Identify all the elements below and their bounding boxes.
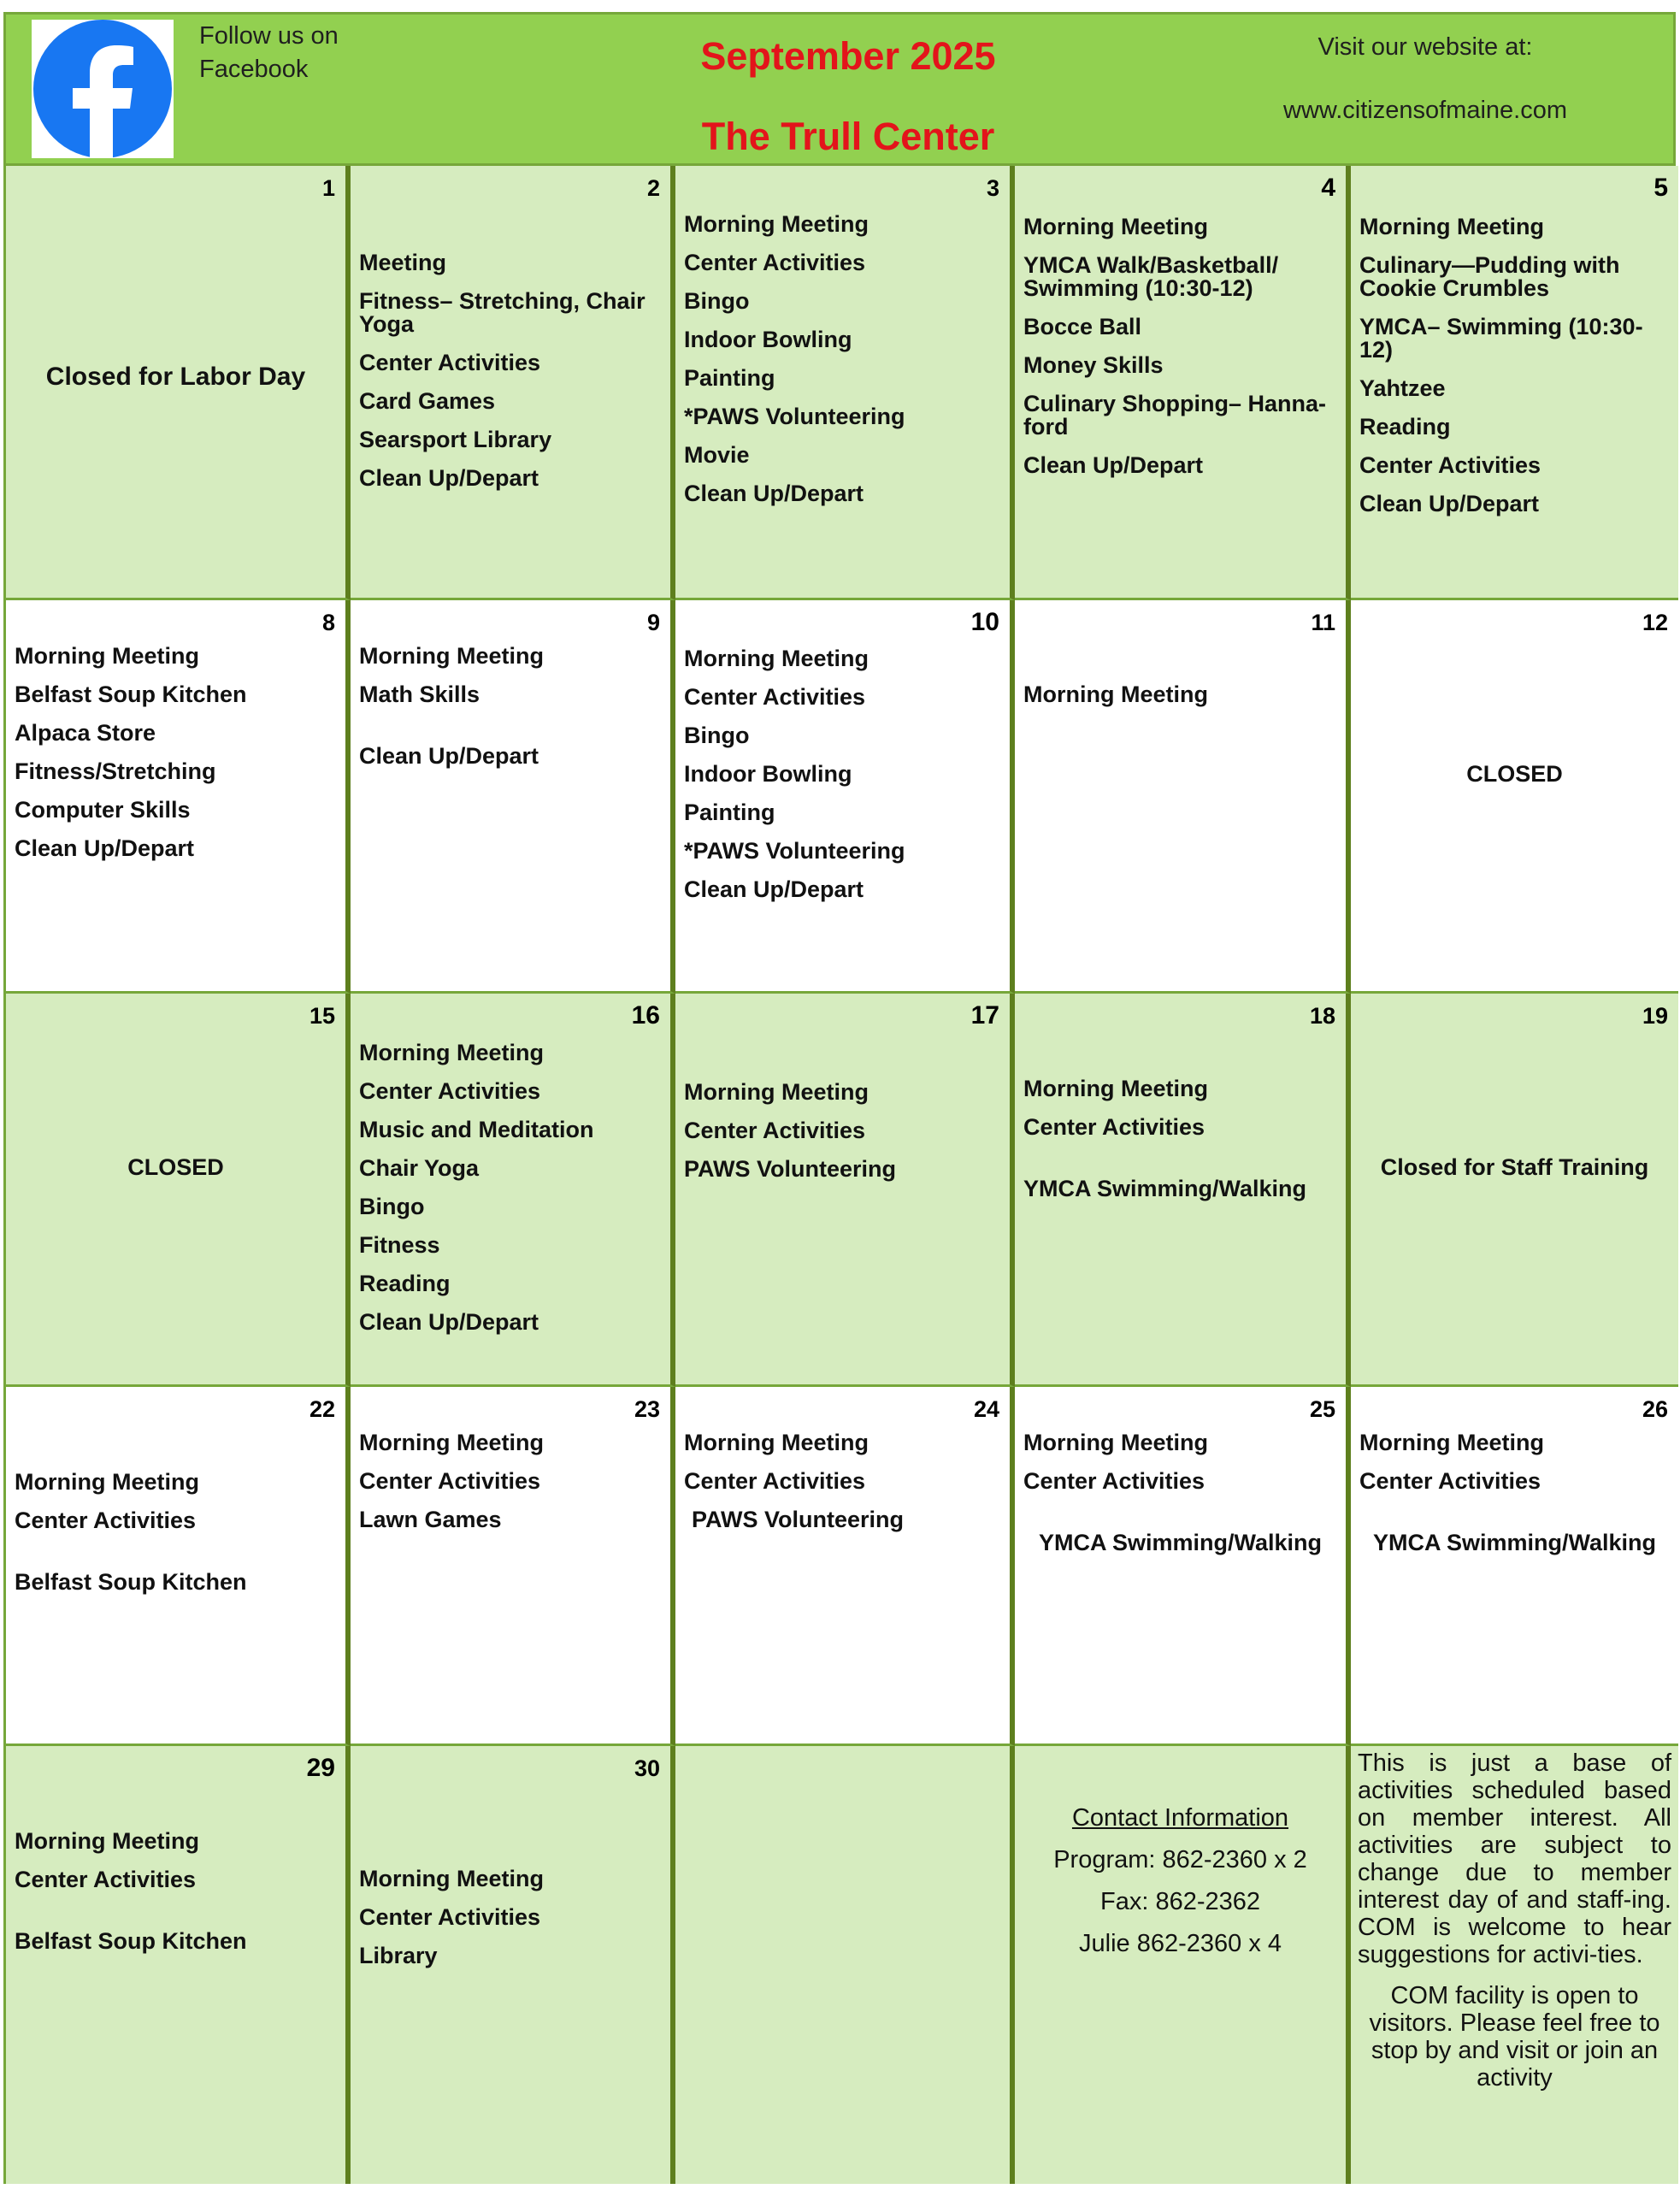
activity-item: Clean Up/Depart xyxy=(359,1309,539,1335)
contact-fax: Fax: 862-2362 xyxy=(1099,1888,1260,1915)
activity-item: Clean Up/Depart xyxy=(15,835,195,861)
day-cell-11 xyxy=(1015,600,1351,994)
day-cell-17 xyxy=(675,994,1015,1387)
activity-item: Chair Yoga xyxy=(359,1155,480,1181)
activity-item: YMCA Swimming/Walking xyxy=(1038,1530,1322,1555)
activity-list xyxy=(15,1471,337,1609)
activity-item: Center Activities xyxy=(359,1078,541,1104)
day-cell-3 xyxy=(675,166,1015,600)
activity-item: Meeting xyxy=(359,250,447,275)
activity-item: Morning Meeting xyxy=(359,1866,544,1891)
day-number: 25 xyxy=(1309,1396,1335,1422)
activity-list xyxy=(1023,1431,1337,1570)
activity-list xyxy=(15,645,337,876)
day-cell-12 xyxy=(1351,600,1678,994)
day-number: 3 xyxy=(986,175,999,201)
activity-item: Reading xyxy=(359,1271,451,1296)
day-number: 30 xyxy=(634,1755,660,1781)
schedule-note: This is just a base of activities scheduled based on member interest. All activities are subject to change due to member interest day of and staff-ing. COM is welcome to hear suggestions for activi-ties. xyxy=(1358,1749,1671,1968)
activity-item: Center Activities xyxy=(684,250,866,275)
day-number: 19 xyxy=(1642,1003,1668,1029)
activity-item: Clean Up/Depart xyxy=(684,876,864,902)
activity-item: Morning Meeting xyxy=(684,1079,869,1105)
activity-item: Card Games xyxy=(359,388,496,414)
activity-item: Indoor Bowling xyxy=(684,327,852,352)
activity-item: Clean Up/Depart xyxy=(1359,491,1540,516)
activity-item: Center Activities xyxy=(359,1904,541,1930)
notes xyxy=(1358,1749,1671,2092)
activity-item: Center Activities xyxy=(684,1118,866,1143)
day-number: 26 xyxy=(1642,1396,1668,1422)
day-number: 4 xyxy=(1321,174,1335,202)
day-cell-8 xyxy=(6,600,351,994)
day-closed-message: Closed for Labor Day xyxy=(45,363,306,391)
activity-item: Morning Meeting xyxy=(1359,1430,1544,1455)
activity-item: Clean Up/Depart xyxy=(1023,452,1204,478)
activity-item: Center Activities xyxy=(359,1468,541,1494)
activity-item: Morning Meeting xyxy=(684,211,869,237)
activity-item: Clean Up/Depart xyxy=(359,465,539,491)
day-number: 5 xyxy=(1653,174,1668,202)
day-cell-25 xyxy=(1015,1387,1351,1746)
day-cell-30 xyxy=(351,1746,675,2184)
activity-item: Indoor Bowling xyxy=(684,761,852,787)
activity-item: Center Activities xyxy=(684,1468,866,1494)
activity-item: Center Activities xyxy=(359,350,541,375)
activity-item: Bingo xyxy=(684,723,750,748)
day-closed-message: Closed for Staff Training xyxy=(1380,1154,1649,1180)
activity-item: Music and Meditation xyxy=(359,1117,594,1142)
day-cell-24 xyxy=(675,1387,1015,1746)
activity-item: Bingo xyxy=(684,288,750,314)
day-cell-4 xyxy=(1015,166,1351,600)
activity-item: Yahtzee xyxy=(1359,375,1446,401)
activity-item: Morning Meeting xyxy=(684,646,869,671)
activity-item: Morning Meeting xyxy=(15,643,199,669)
activity-item: Center Activities xyxy=(15,1867,197,1892)
day-closed-message: CLOSED xyxy=(1466,761,1563,787)
day-number: 18 xyxy=(1309,1003,1335,1029)
activity-item: Morning Meeting xyxy=(359,1040,544,1065)
contact-info xyxy=(1015,1797,1346,1965)
activity-item: YMCA Swimming/Walking xyxy=(1372,1530,1656,1555)
activity-item: Morning Meeting xyxy=(1359,214,1544,239)
activity-item: YMCA– Swimming (10:30-12) xyxy=(1359,314,1643,363)
day-cell-16 xyxy=(351,994,675,1387)
day-number: 23 xyxy=(634,1396,660,1422)
activity-item: Morning Meeting xyxy=(684,1430,869,1455)
activity-item: Morning Meeting xyxy=(15,1828,199,1854)
visitor-note: COM facility is open to visitors. Please feel free to stop by and visit or join an activity xyxy=(1369,1982,1660,2092)
day-cell-9 xyxy=(351,600,675,994)
contact-info-cell xyxy=(1015,1746,1351,2184)
day-number: 8 xyxy=(321,610,335,635)
activity-item: Center Activities xyxy=(1023,1468,1205,1494)
activity-item: Math Skills xyxy=(359,681,480,707)
day-number: 10 xyxy=(970,608,999,636)
activity-item: Fitness xyxy=(359,1232,440,1258)
activity-item: Belfast Soup Kitchen xyxy=(15,1569,247,1595)
day-cell-5 xyxy=(1351,166,1678,600)
activity-item: Belfast Soup Kitchen xyxy=(15,681,247,707)
facebook-icon[interactable] xyxy=(32,20,174,158)
activity-item: Culinary Shopping– Hanna-ford xyxy=(1023,391,1327,440)
activity-item: Bocce Ball xyxy=(1023,314,1142,339)
empty-day-cell xyxy=(675,1746,1015,2184)
activity-item: Computer Skills xyxy=(15,797,191,823)
day-cell-2 xyxy=(351,166,675,600)
activity-item: Fitness/Stretching xyxy=(15,758,216,784)
activity-item: Morning Meeting xyxy=(1023,1076,1208,1101)
activity-item: Painting xyxy=(684,365,775,391)
activity-item: Fitness– Stretching, Chair Yoga xyxy=(359,288,645,337)
activity-item: Morning Meeting xyxy=(15,1469,199,1495)
activity-item: Alpaca Store xyxy=(15,720,156,746)
contact-julie-phone: Julie 862-2360 x 4 xyxy=(1079,1930,1282,1957)
day-cell-29 xyxy=(6,1746,351,2184)
activity-list xyxy=(684,1081,1001,1196)
day-number: 24 xyxy=(973,1396,999,1422)
activity-item: Center Activities xyxy=(1359,1468,1541,1494)
calendar-header xyxy=(3,12,1676,166)
activity-item: Morning Meeting xyxy=(1023,1430,1208,1455)
day-closed-message: CLOSED xyxy=(127,1154,224,1180)
day-cell-19 xyxy=(1351,994,1678,1387)
activity-list xyxy=(359,645,662,783)
activity-item: Lawn Games xyxy=(359,1507,502,1532)
activity-list xyxy=(684,213,1001,521)
activity-item: Culinary—Pudding with Cookie Crumbles xyxy=(1359,252,1620,301)
day-cell-22 xyxy=(6,1387,351,1746)
follow-facebook-text[interactable]: Follow us on Facebook xyxy=(199,22,339,83)
activity-item: Movie xyxy=(684,442,750,468)
activity-item: Searsport Library xyxy=(359,427,552,452)
activity-list xyxy=(1023,1077,1337,1216)
calendar-grid xyxy=(3,166,1676,2184)
activity-item: Morning Meeting xyxy=(1023,681,1208,707)
activity-item: YMCA Swimming/Walking xyxy=(1023,1176,1307,1201)
day-number: 11 xyxy=(1311,610,1335,635)
activity-list xyxy=(359,1041,662,1349)
activity-list xyxy=(684,647,1001,917)
website-link[interactable]: www.citizensofmaine.com xyxy=(1283,97,1567,124)
center-name-title: The Trull Center xyxy=(701,115,995,158)
notes-cell xyxy=(1351,1746,1678,2184)
activity-list xyxy=(1359,1431,1670,1570)
day-number: 1 xyxy=(321,175,335,201)
activity-item: PAWS Volunteering xyxy=(692,1507,905,1532)
activity-list xyxy=(1023,683,1337,722)
day-cell-1 xyxy=(6,166,351,600)
activity-item: *PAWS Volunteering xyxy=(684,838,905,864)
day-number: 12 xyxy=(1642,610,1668,635)
activity-item: Clean Up/Depart xyxy=(359,743,539,769)
activity-item: Belfast Soup Kitchen xyxy=(15,1928,247,1954)
activity-item: PAWS Volunteering xyxy=(684,1156,897,1182)
activity-list xyxy=(684,1431,1001,1547)
activity-item: Morning Meeting xyxy=(359,1430,544,1455)
activity-item: Painting xyxy=(684,799,775,825)
day-number: 17 xyxy=(970,1001,999,1030)
contact-program-phone: Program: 862-2360 x 2 xyxy=(1053,1846,1307,1873)
activity-item: Center Activities xyxy=(684,684,866,710)
day-number: 16 xyxy=(631,1001,660,1030)
activity-item: YMCA Walk/Basketball/ Swimming (10:30-12) xyxy=(1023,252,1279,301)
day-cell-23 xyxy=(351,1387,675,1746)
day-number: 9 xyxy=(646,610,660,635)
activity-item: Money Skills xyxy=(1023,352,1164,378)
activity-list xyxy=(15,1830,337,1968)
activity-item: *PAWS Volunteering xyxy=(684,404,905,429)
day-number: 22 xyxy=(309,1396,335,1422)
activity-list xyxy=(1359,215,1670,531)
day-cell-26 xyxy=(1351,1387,1678,1746)
day-cell-15 xyxy=(6,994,351,1387)
activity-item: Library xyxy=(359,1943,438,1968)
activity-item: Reading xyxy=(1359,414,1451,440)
activity-item: Center Activities xyxy=(15,1508,197,1533)
website-label: Visit our website at: xyxy=(1317,33,1533,61)
activity-item: Clean Up/Depart xyxy=(684,481,864,506)
month-title: September 2025 xyxy=(700,34,996,78)
activity-item: Morning Meeting xyxy=(1023,214,1208,239)
activity-list xyxy=(359,1867,662,1983)
activity-list xyxy=(1023,215,1337,493)
day-number: 29 xyxy=(306,1754,335,1782)
contact-heading: Contact Information xyxy=(1071,1804,1289,1832)
activity-item: Bingo xyxy=(359,1194,425,1219)
day-number: 15 xyxy=(309,1003,335,1029)
activity-list xyxy=(359,251,662,505)
day-number: 2 xyxy=(646,175,660,201)
activity-item: Center Activities xyxy=(1023,1114,1205,1140)
activity-item: Morning Meeting xyxy=(359,643,544,669)
day-cell-18 xyxy=(1015,994,1351,1387)
activity-list xyxy=(359,1431,662,1547)
day-cell-10 xyxy=(675,600,1015,994)
activity-item: Center Activities xyxy=(1359,452,1541,478)
